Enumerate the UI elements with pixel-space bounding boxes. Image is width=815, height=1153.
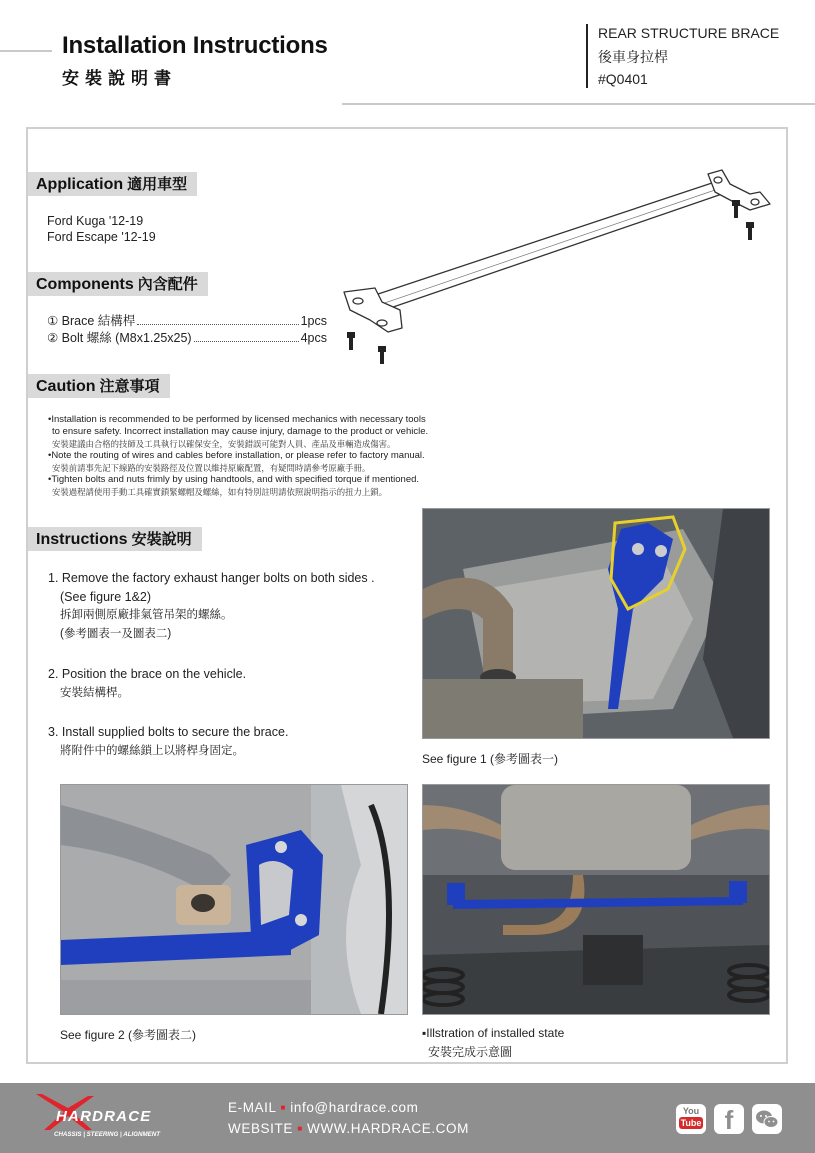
header-rule-right	[342, 103, 815, 105]
instruction-step-1	[48, 569, 375, 643]
facebook-glyph: f	[724, 1105, 734, 1135]
caution-line: •Installation is recommended to be performed by licensed mechanics with necessary tools	[48, 414, 426, 425]
component-qty: 1pcs	[300, 314, 327, 328]
product-code: #Q0401	[598, 71, 648, 87]
footer-email	[228, 1100, 418, 1115]
section-application-title-cn: 適用車型	[127, 175, 188, 193]
figure-3-caption: ▪Illstration of installed state	[422, 1026, 565, 1040]
step-text: 1. Remove the factory exhaust hanger bolts on both sides .	[48, 571, 375, 585]
instruction-step-3	[48, 723, 288, 760]
component-label: ① Brace 結構桿	[47, 314, 136, 328]
youtube-icon-top: You	[682, 1106, 700, 1116]
figure-1-photo	[422, 508, 770, 739]
step-text: (參考圖表一及圖表二)	[60, 627, 172, 640]
section-components-title: Components	[36, 276, 134, 293]
step-text: 拆卸兩側原廠排氣管吊架的螺絲。	[60, 609, 233, 621]
component-qty: 4pcs	[300, 331, 327, 345]
section-instructions-title: Instructions	[36, 531, 128, 548]
brand-tagline: CHASSIS | STEERING | ALIGNMENT	[54, 1131, 161, 1138]
figure-2-caption: See figure 2 (參考圖表二)	[60, 1028, 197, 1042]
figure-3-caption-cn: 安裝完成示意圖	[428, 1045, 513, 1059]
product-name-cn: 後車身拉桿	[598, 49, 668, 65]
figure-2-illustration	[61, 785, 407, 1014]
section-components	[28, 272, 208, 296]
footer-website	[228, 1121, 469, 1136]
brace-bar	[360, 182, 722, 315]
step-text: (See figure 1&2)	[60, 589, 152, 604]
section-components-title-cn: 內含配件	[137, 275, 198, 293]
step-text: 2. Position the brace on the vehicle.	[48, 667, 247, 681]
brace-diagram	[330, 160, 790, 370]
figure-3-illustration	[423, 785, 769, 1014]
bolt-group	[347, 200, 754, 364]
email-link[interactable]: info@hardrace.com	[290, 1100, 419, 1115]
youtube-icon-bottom: Tube	[680, 1118, 702, 1128]
figure-1-caption: See figure 1 (參考圖表一)	[422, 752, 559, 766]
section-instructions	[28, 527, 202, 551]
product-name: REAR STRUCTURE BRACE	[598, 25, 780, 41]
website-label: WEBSITE	[228, 1121, 293, 1136]
component-row	[47, 313, 327, 329]
section-caution	[28, 374, 170, 398]
section-application	[28, 172, 197, 196]
leader-dots	[137, 313, 298, 325]
section-caution-title: Caution	[36, 378, 96, 395]
page-title: Installation Instructions	[62, 32, 328, 59]
component-row	[47, 330, 327, 346]
step-text: 安裝結構桿。	[60, 686, 129, 699]
header-rule-left	[0, 50, 52, 52]
instruction-step-2	[48, 665, 246, 702]
bolt-icon	[746, 222, 754, 240]
bullet-icon: ■	[280, 1103, 286, 1112]
caution-line: 安裝建議由合格的技師及工具執行以確保安全，安裝錯誤可能對人員、產品及車輛造成傷害。	[52, 439, 396, 449]
section-caution-title-cn: 注意事項	[99, 377, 160, 395]
bullet-icon: ■	[297, 1124, 303, 1133]
figure-3-photo	[422, 784, 770, 1015]
youtube-icon[interactable]	[676, 1104, 706, 1134]
leader-dots	[194, 330, 299, 342]
vehicle-item: Ford Kuga '12-19	[47, 214, 144, 228]
bolt-icon	[378, 346, 386, 364]
caution-line: to ensure safety. Incorrect installation may cause injury, damage to the product or vehicle.	[52, 426, 429, 437]
figure-1-illustration	[423, 509, 769, 738]
section-instructions-title-cn: 安裝說明	[131, 530, 192, 548]
header-divider	[586, 24, 588, 88]
facebook-icon[interactable]	[714, 1104, 744, 1134]
step-text: 3. Install supplied bolts to secure the brace.	[48, 725, 289, 739]
hardrace-logo	[34, 1090, 194, 1140]
website-link[interactable]: WWW.HARDRACE.COM	[307, 1121, 469, 1136]
caution-line: •Tighten bolts and nuts frimly by using handtools, and with specified torque if mentioned.	[48, 474, 420, 485]
caution-line: 安裝過程請使用手動工具確實鎖緊螺帽及螺絲，如有特別註明請依照說明指示的扭力上鎖。	[52, 487, 387, 497]
step-text: 將附件中的螺絲鎖上以將桿身固定。	[60, 744, 244, 757]
component-label: ② Bolt 螺絲 (M8x1.25x25)	[47, 331, 192, 345]
vehicle-item: Ford Escape '12-19	[47, 230, 156, 244]
figure-2-photo	[60, 784, 408, 1015]
wechat-icon[interactable]	[752, 1104, 782, 1134]
wechat-glyph	[752, 1104, 782, 1134]
email-label: E-MAIL	[228, 1100, 277, 1115]
caution-list	[48, 414, 428, 498]
caution-line: 安裝前請事先記下線路的安裝路徑及位置以維持原廠配置，有疑問時請參考原廠手冊。	[52, 463, 371, 473]
caution-line: •Note the routing of wires and cables before installation, or please refer to factory manual.	[48, 450, 425, 461]
bolt-icon	[732, 200, 740, 218]
page-title-cn: 安裝說明書	[62, 69, 177, 89]
section-application-title: Application	[36, 176, 124, 193]
brand-name: HARDRACE	[56, 1108, 152, 1125]
bolt-icon	[347, 332, 355, 350]
